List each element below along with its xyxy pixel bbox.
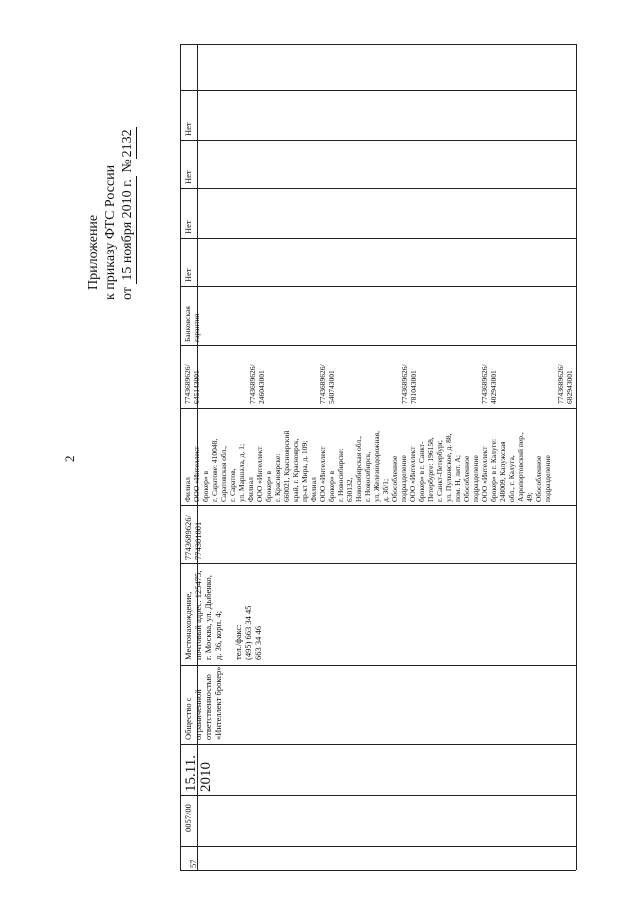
row-divider <box>180 846 576 847</box>
no-value-4: Нет <box>183 122 193 136</box>
branch-inn-5: 7743689626/ 402943001 <box>480 364 498 404</box>
branch-inn-3: 7743689626/ 540743001 <box>318 364 336 404</box>
row-divider <box>180 744 576 745</box>
annex-date: 15 ноября 2010 г. <box>120 176 137 283</box>
annex-date-line <box>120 127 137 300</box>
branch-line: Аэропортовский пер., <box>516 432 525 502</box>
row-divider <box>180 408 576 409</box>
page-number: 2 <box>62 455 77 462</box>
branch-inn-2: 7743689626/ 246043001 <box>248 364 266 404</box>
branch-line: Обособленное <box>390 455 399 502</box>
branch-line: г. Санкт-Петербург, <box>435 440 444 502</box>
branch-line: подразделение <box>399 455 408 502</box>
table-border-right <box>576 44 577 870</box>
annex-number: 2132 <box>120 129 135 158</box>
row-divider <box>180 188 576 189</box>
branch-line: брокер» в г. Калуге: <box>489 438 498 502</box>
row-divider <box>180 795 576 796</box>
branch-line: Обособленное <box>534 455 543 502</box>
branch-line: обл., г. Калуга, <box>507 455 516 502</box>
branch-inn-4: 7743689626/ 781043001 <box>400 364 418 404</box>
branch-line: ООО «Интеллект <box>192 446 201 502</box>
branch-line: пом. Н, лит. А; <box>453 454 462 502</box>
branch-line: подразделение <box>471 455 480 502</box>
no-value-2: Нет <box>183 220 193 234</box>
branch-line: ООО «Интеллект <box>255 446 264 502</box>
branch-line: ул. Железнодорожная, <box>372 431 381 502</box>
company-address: Местонахождение, почтовый адрес: 125475, г. Москва, ул. Дыбенко, д. 36, корп. 4; тел./факс: (495) 663 34 45 663 34 46 <box>183 570 263 660</box>
branch-line: 660021, Красноярский <box>282 430 291 502</box>
branch-line: брокер» в <box>264 470 273 502</box>
table-border-top <box>180 44 576 45</box>
row-divider <box>180 286 576 287</box>
branch-inn-6: 7743689626/ 682943001 <box>556 364 574 404</box>
branches-list <box>183 431 552 502</box>
annex-number-prefix: № <box>120 159 135 173</box>
company-name: Общество с ограниченной ответственностью «Интеллект брокер» <box>183 666 223 740</box>
branch-line: д. 3б/1; <box>381 478 390 502</box>
branch-line: 49; <box>525 492 534 502</box>
row-divider <box>180 238 576 239</box>
branch-line: 630132, <box>345 477 354 502</box>
branch-line: г. Новосибирске: <box>336 448 345 502</box>
branch-line: г. Красноярске: <box>273 453 282 502</box>
row-divider <box>180 345 576 346</box>
branch-line: подразделение <box>543 455 552 502</box>
branch-line: брокер» в <box>327 470 336 502</box>
no-value-1: Нет <box>183 268 193 282</box>
branch-line: 248009, Калужская <box>498 441 507 502</box>
branch-line: брокер» в г. Санкт- <box>417 441 426 502</box>
row-divider <box>180 505 576 506</box>
row-divider <box>180 665 576 666</box>
branch-inn-1: 7743689626/ 645143001 <box>183 364 201 404</box>
branch-line: Саратовская обл., <box>219 445 228 502</box>
branch-line: Новосибирская обл., <box>354 436 363 502</box>
branch-line: брокер» в <box>201 470 210 502</box>
registration-date-line2: 2010 <box>198 762 214 792</box>
annex-order-line: к приказу ФТС России <box>103 164 118 300</box>
branch-line: ул. Пулковское, д. 88, <box>444 433 453 502</box>
branch-line: край, г. Красноярск, <box>291 438 300 502</box>
row-divider <box>180 563 576 564</box>
branch-line: г. Саратове: 410048, <box>210 438 219 502</box>
branch-line: ООО «Интеллект <box>408 446 417 502</box>
row-divider <box>180 90 576 91</box>
branch-line: г. Новосибирск, <box>363 451 372 502</box>
branch-line: пр-кт Мира, д. 109; <box>300 440 309 502</box>
annex-from-prefix: от <box>120 287 135 300</box>
no-value-3: Нет <box>183 170 193 184</box>
branch-line: г. Саратов, <box>228 468 237 502</box>
branch-line: Обособленное <box>462 455 471 502</box>
guarantee-type: Банковская гарантия <box>183 306 201 342</box>
table-border-left <box>180 44 181 870</box>
company-inn-kpp: 7743689626/ 774301001 <box>183 515 203 560</box>
branch-line: Филиал <box>183 477 192 502</box>
branch-line: ООО «Интеллект <box>480 446 489 502</box>
branch-line: ул. Маршала, д. 1; <box>237 443 246 502</box>
row-divider <box>180 140 576 141</box>
branch-line: ООО «Интеллект <box>318 446 327 502</box>
registration-date-line1: 15.11. <box>183 755 199 792</box>
reg-number: 0057/00 <box>183 804 193 832</box>
branch-line: Филиал <box>309 477 318 502</box>
row-index: 57 <box>188 859 198 868</box>
branch-line: Петербурге: 196158, <box>426 437 435 502</box>
branch-line: Филиал <box>246 477 255 502</box>
annex-title: Приложение <box>86 214 101 290</box>
table-border-bottom <box>180 870 576 871</box>
